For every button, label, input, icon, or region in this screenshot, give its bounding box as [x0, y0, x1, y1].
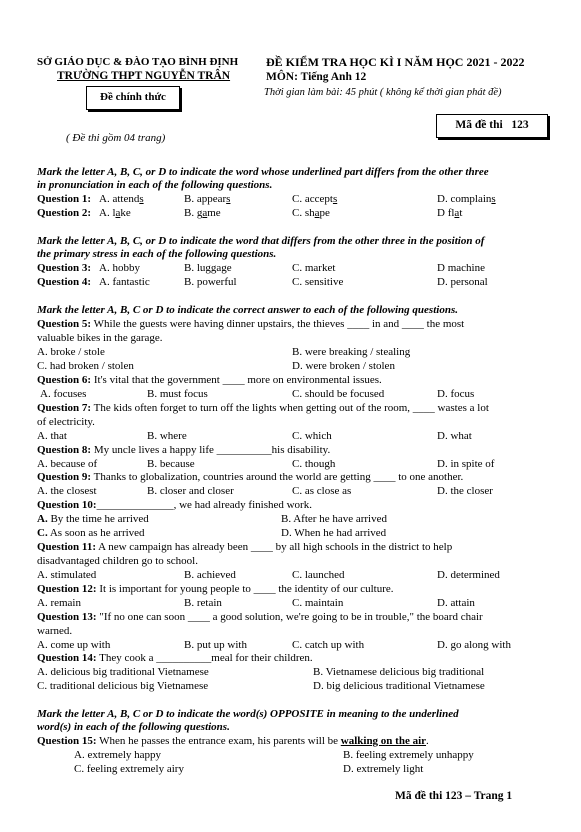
q3-option-a: A. hobby — [99, 262, 140, 274]
q13-stem-cont: warned. — [37, 625, 73, 637]
q6-option-d: D. focus — [437, 388, 475, 400]
q12-option-a: A. remain — [37, 597, 81, 609]
q1-option-b: B. appears — [184, 193, 231, 205]
q5-options-ab — [37, 346, 547, 360]
q13-options — [37, 639, 547, 653]
question-4 — [37, 276, 547, 290]
time-note: Thời gian làm bài: 45 phút ( không kể thời gian phát đề) — [264, 87, 502, 98]
q13-option-d: D. go along with — [437, 639, 511, 651]
q6-option-c: C. should be focused — [292, 388, 385, 400]
q4-option-d: D. personal — [437, 276, 488, 288]
q9-option-c: C. as close as — [292, 485, 352, 497]
q15-option-a: A. extremely happy — [74, 749, 162, 761]
q7-option-c: C. which — [292, 430, 332, 442]
school-name — [57, 70, 230, 84]
q10-stem-text: ______________, we had already finished work. — [96, 499, 312, 511]
q7-stem — [37, 402, 547, 416]
q8-option-c: C. though — [292, 458, 336, 470]
exam-title: ĐỀ KIỂM TRA HỌC KÌ I NĂM HỌC 2021 - 2022 — [266, 55, 525, 69]
q5-label: Question 5: — [37, 318, 92, 330]
q6-option-a: A. focuses — [40, 388, 87, 400]
q9-option-d: D. the closer — [437, 485, 493, 497]
q11-label: Question 11: — [37, 541, 96, 553]
q15-option-b: B. feeling extremely unhappy — [343, 749, 474, 761]
sec3-instr: Mark the letter A, B, C or D to indicate the correct answer to each of the following questions. — [37, 304, 458, 316]
q1-option-d: D. complains — [437, 193, 496, 205]
q6-label: Question 6: — [37, 374, 92, 386]
q12-options — [37, 597, 547, 611]
q5-stem — [37, 318, 547, 332]
q3-option-d: D machine — [437, 262, 485, 274]
q8-stem-text: My uncle lives a happy life __________his disability. — [93, 444, 331, 456]
q10-option-c: C. As soon as he arrived — [37, 527, 145, 539]
sec4-instr-2: word(s) in each of the following questions. — [37, 721, 230, 733]
sec2-instr-2: the primary stress in each of the following questions. — [37, 248, 277, 260]
q4-option-b: B. powerful — [184, 276, 237, 288]
q5-option-a: A. broke / stole — [37, 346, 105, 358]
q7-label: Question 7: — [37, 402, 92, 414]
q5-option-d: D. were broken / stolen — [292, 360, 395, 372]
q8-option-a: A. because of — [37, 458, 98, 470]
q10-stem — [37, 499, 547, 513]
q12-label: Question 12: — [37, 583, 97, 595]
q9-options — [37, 485, 547, 499]
q15-option-c: C. feeling extremely airy — [74, 763, 184, 775]
exam-code: Mã đề thi 123 — [455, 119, 529, 131]
q15-options-cd — [37, 763, 547, 777]
q14-option-d: D. big delicious traditional Vietnamese — [313, 680, 485, 692]
q5-stem-text-1: While the guests were having dinner upstairs, the thieves ____ in and ____ the most — [93, 318, 465, 330]
q14-stem — [37, 652, 547, 666]
q9-option-a: A. the closest — [37, 485, 97, 497]
q11-option-d: D. determined — [437, 569, 500, 581]
q15-stem-end: . — [426, 735, 429, 747]
q10-label: Question 10: — [37, 499, 97, 511]
q15-stem-text: When he passes the entrance exam, his parents will be — [99, 735, 341, 747]
dept-name: SỞ GIÁO DỤC & ĐÀO TẠO BÌNH ĐỊNH — [37, 56, 239, 68]
q10-options-ab — [37, 513, 547, 527]
q12-option-d: D. attain — [437, 597, 475, 609]
q1-option-c: C. accepts — [292, 193, 338, 205]
sec1-instr-1: Mark the letter A, B, C, or D to indicate the word whose underlined part differs from the other three — [37, 166, 489, 178]
q10-option-a: A. By the time he arrived — [37, 513, 149, 525]
q4-label: Question 4: — [37, 276, 92, 288]
q15-underlined-phrase: walking on the air — [340, 735, 427, 747]
q6-stem — [37, 374, 547, 388]
q13-option-b: B. put up with — [184, 639, 247, 651]
q12-stem-text: It is important for young people to ____ the identity of our culture. — [99, 583, 394, 595]
q2-option-b: B. game — [184, 207, 221, 219]
q15-option-d: D. extremely light — [343, 763, 424, 775]
q11-option-c: C. launched — [292, 569, 345, 581]
school-name-text: TRƯỜNG THPT NGUYỄN TRÂN — [57, 70, 231, 82]
question-3 — [37, 262, 547, 276]
q11-stem-cont: disadvantaged children go to school. — [37, 555, 198, 567]
q2-option-d: D flat — [437, 207, 463, 219]
exam-code-box — [436, 114, 548, 138]
q1-option-a: A. attends — [99, 193, 144, 205]
sec1-instr-2: in pronunciation in each of the following questions. — [37, 179, 273, 191]
sec2-instr-1: Mark the letter A, B, C, or D to indicate the word that differs from the other three in the position of — [37, 235, 485, 247]
q10-option-b: B. After he have arrived — [281, 513, 387, 525]
q8-option-d: D. in spite of — [437, 458, 495, 470]
q14-option-b: B. Vietnamese delicious big traditional — [313, 666, 485, 678]
q8-option-b: B. because — [147, 458, 195, 470]
q7-options — [37, 430, 547, 444]
official-label: Đề chính thức — [100, 91, 166, 103]
q4-option-c: C. sensitive — [292, 276, 344, 288]
q5-stem-cont: valuable bikes in the garage. — [37, 332, 163, 344]
sec4-instr-1: Mark the letter A, B, C or D to indicate the word(s) OPPOSITE in meaning to the underlined — [37, 708, 459, 720]
q6-stem-text: It's vital that the government ____ more on environmental issues. — [93, 374, 382, 386]
q11-stem-text-1: A new campaign has already been ____ by all high schools in the district to help — [98, 541, 453, 553]
q11-option-b: B. achieved — [184, 569, 236, 581]
q14-label: Question 14: — [37, 652, 97, 664]
q7-option-d: D. what — [437, 430, 472, 442]
q7-stem-text-1: The kids often forget to turn off the lights when getting out of the room, ____ wastes a lot — [93, 402, 489, 414]
q13-label: Question 13: — [37, 611, 97, 623]
q15-stem — [37, 735, 547, 749]
q13-stem — [37, 611, 547, 625]
q1-label: Question 1: — [37, 193, 92, 205]
q13-option-c: C. catch up with — [292, 639, 365, 651]
question-1 — [37, 193, 547, 207]
q2-label: Question 2: — [37, 207, 92, 219]
q15-label: Question 15: — [37, 735, 97, 747]
q8-label: Question 8: — [37, 444, 92, 456]
q9-option-b: B. closer and closer — [147, 485, 234, 497]
q3-option-c: C. market — [292, 262, 336, 274]
q5-option-c: C. had broken / stolen — [37, 360, 134, 372]
q4-option-a: A. fantastic — [99, 276, 150, 288]
q11-options — [37, 569, 547, 583]
q10-option-d: D. When he had arrived — [281, 527, 387, 539]
official-box — [86, 86, 180, 110]
q14-stem-text: They cook a __________meal for their children. — [99, 652, 313, 664]
q13-stem-text-1: "If no one can soon ____ a good solution, we're going to be in trouble," the board chair — [99, 611, 483, 623]
q11-stem — [37, 541, 547, 555]
page-footer: Mã đề thi 123 – Trang 1 — [395, 790, 513, 802]
q6-options — [37, 388, 547, 402]
q8-stem — [37, 444, 547, 458]
q14-options-cd — [37, 680, 547, 694]
q13-option-a: A. come up with — [37, 639, 111, 651]
q12-stem — [37, 583, 547, 597]
q8-options — [37, 458, 547, 472]
subject: MÔN: Tiếng Anh 12 — [266, 71, 367, 83]
q7-stem-cont: of electricity. — [37, 416, 95, 428]
q5-options-cd — [37, 360, 547, 374]
q5-option-b: B. were breaking / stealing — [292, 346, 411, 358]
pages-note: ( Đề thi gồm 04 trang) — [66, 132, 166, 144]
q14-option-a: A. delicious big traditional Vietnamese — [37, 666, 209, 678]
q6-option-b: B. must focus — [147, 388, 208, 400]
q3-label: Question 3: — [37, 262, 92, 274]
q2-option-a: A. lake — [99, 207, 131, 219]
q3-option-b: B. luggage — [184, 262, 232, 274]
q9-stem — [37, 471, 547, 485]
q15-options-ab — [37, 749, 547, 763]
q9-label: Question 9: — [37, 471, 92, 483]
q14-option-c: C. traditional delicious big Vietnamese — [37, 680, 209, 692]
q7-option-a: A. that — [37, 430, 67, 442]
q7-option-b: B. where — [147, 430, 187, 442]
question-2 — [37, 207, 547, 221]
q12-option-b: B. retain — [184, 597, 222, 609]
q14-options-ab — [37, 666, 547, 680]
q12-option-c: C. maintain — [292, 597, 344, 609]
q2-option-c: C. shape — [292, 207, 330, 219]
q9-stem-text: Thanks to globalization, countries around the world are getting ____ to one another. — [93, 471, 464, 483]
q10-options-cd — [37, 527, 547, 541]
q11-option-a: A. stimulated — [37, 569, 97, 581]
